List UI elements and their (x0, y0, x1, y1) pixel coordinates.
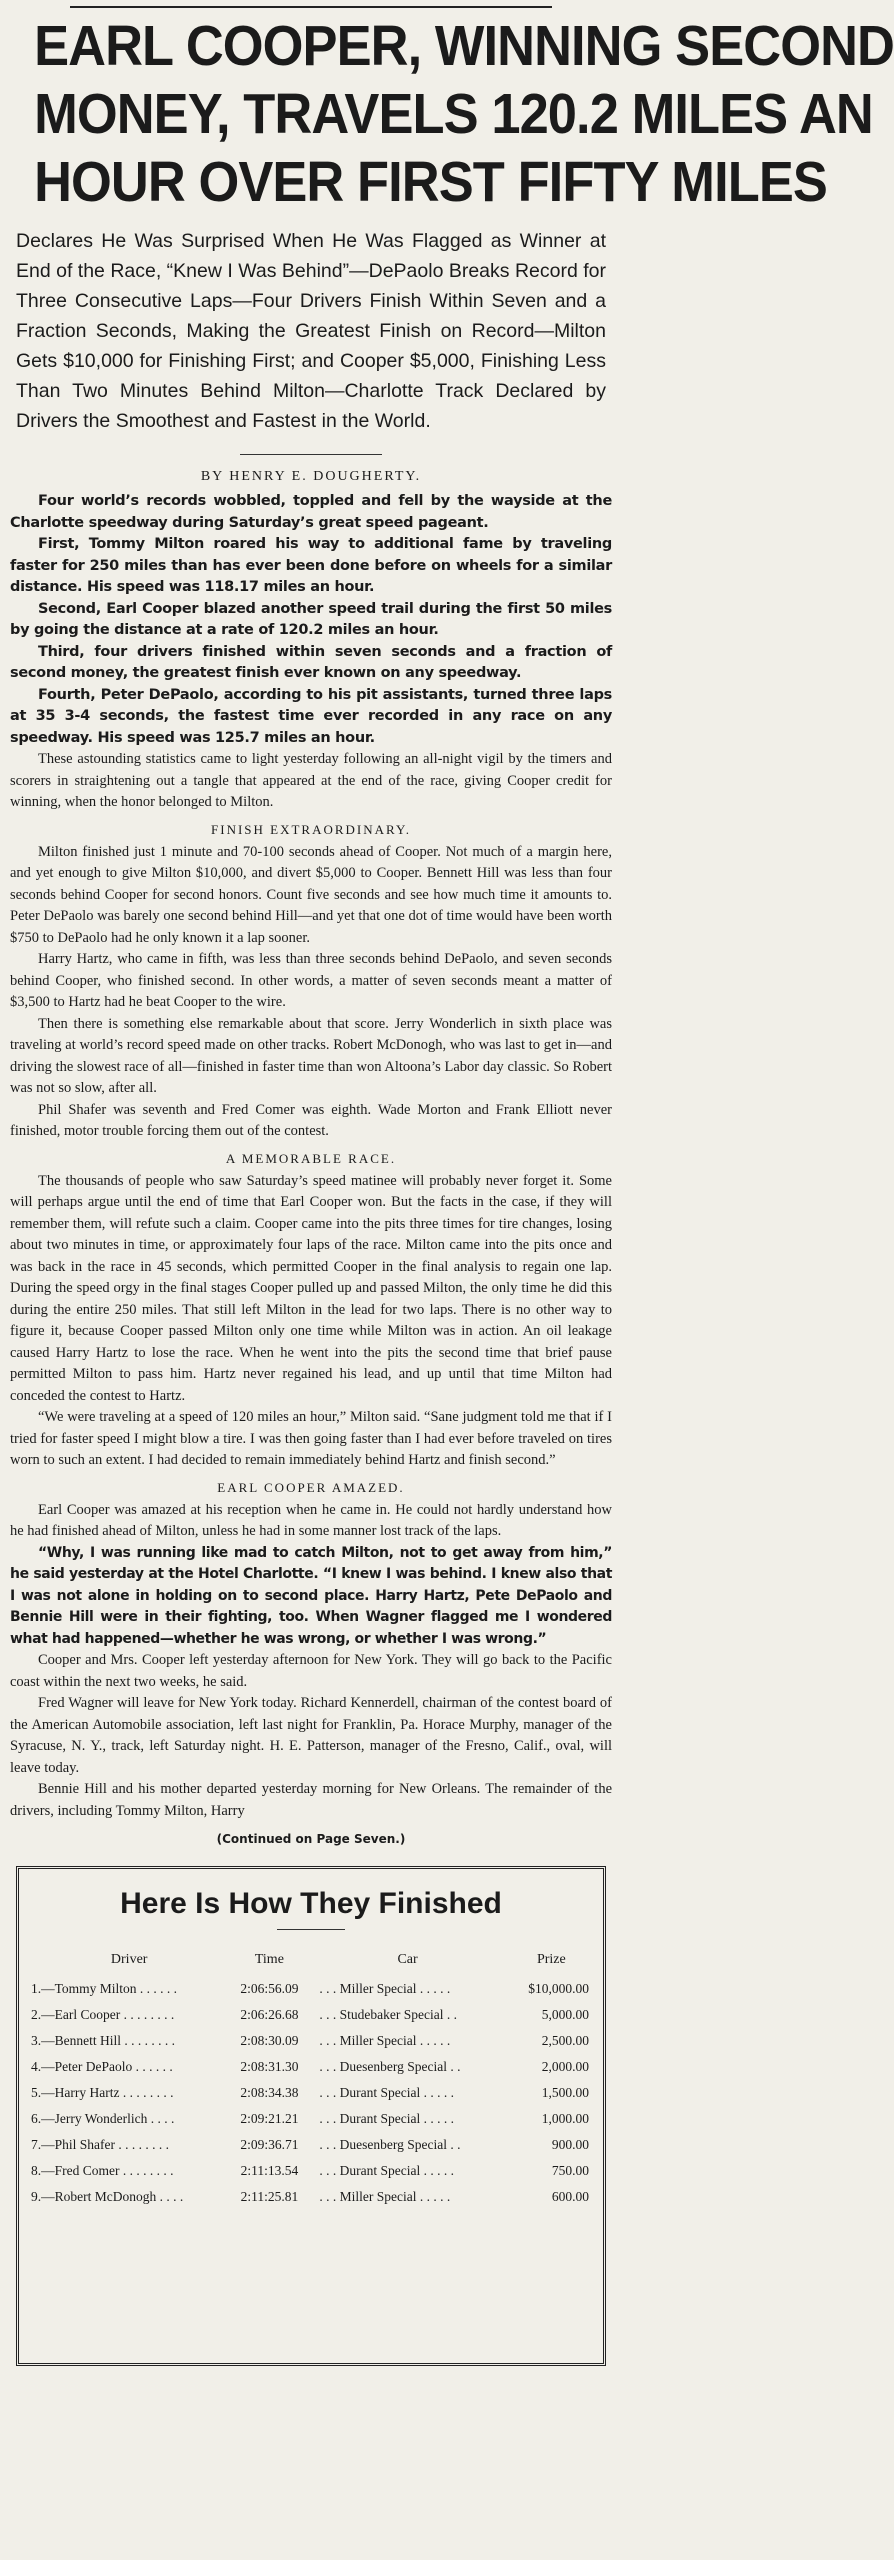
body-paragraph: Milton finished just 1 minute and 70-100 seconds ahead of Cooper. Not much of a margin here, and yet enough to give Milton $10,000, and divert $5,000 to Cooper. Bennett Hill was less than four seconds behind Cooper for second honors. Count five seconds and see how much time it amounts to. Peter DePaolo was barely one second behind Hill—and yet that one dot of time would have been worth $750 to DePaolo had he only known it a lap sooner. (10, 843, 612, 946)
headline (34, 12, 894, 216)
car-cell: . . . Miller Special . . . . . (319, 2189, 451, 2204)
car-cell: . . . Durant Special . . . . . (319, 2085, 455, 2100)
car-cell: . . . Durant Special . . . . . (319, 2163, 455, 2178)
body-paragraph: Fred Wagner will leave for New York today. Richard Kennerdell, chairman of the contest board of the American Automobile association, left last night for Franklin, Pa. Horace Murphy, manager of the Syracuse, N. Y., track, left Saturday night. H. E. Patterson, manager of the Fresno, Calif., oval, will leave today. (10, 1695, 612, 1776)
prize-cell: 1,500.00 (541, 2085, 589, 2100)
car-cell: . . . Durant Special . . . . . (319, 2111, 455, 2126)
prize-cell: 600.00 (551, 2189, 589, 2204)
headline-line-1: EARL COOPER, WINNING SECOND (34, 14, 894, 78)
table-row (27, 2080, 595, 2106)
prize-cell: 2,000.00 (541, 2059, 589, 2074)
table-row (27, 2132, 595, 2158)
intro-paragraph: These astounding statistics came to light yesterday following an all-night vigil by the timers and scorers in straightening out a tangle that appeared at the end of the race, giving Cooper credit for winning, when the honor belonged to Milton. (10, 751, 612, 810)
headline-line-3: HOUR OVER FIRST FIFTY MILES (34, 150, 827, 214)
lead-paragraph: Third, four drivers finished within seven seconds and a fraction of second money, the greatest finish ever known on any speedway. (10, 643, 612, 681)
byline: BY HENRY E. DOUGHERTY. (200, 469, 422, 484)
column-header-time: Time (254, 1952, 284, 1967)
prize-cell: $10,000.00 (528, 1981, 589, 1996)
body-paragraph: Then there is something else remarkable about that score. Jerry Wonderlich in sixth place was traveling at world’s record speed made on other tracks. Robert McDonogh, who was last to get in—and driving the slowest race of all—finished in faster time than won Altoona’s Labor day classic. So Robert was not so slow, after all. (10, 1015, 612, 1096)
results-table (27, 1948, 595, 2210)
results-box (16, 1866, 606, 2366)
car-cell: . . . Duesenberg Special . . (319, 2059, 461, 2074)
column-header-driver: Driver (110, 1952, 148, 1967)
section-heading: A MEMORABLE RACE. (225, 1150, 397, 1166)
body-paragraph: “We were traveling at a speed of 120 miles an hour,” Milton said. “Sane judgment told me that if I tried for faster speed I might blow a tire. I was then going faster than I had ever before traveled on tires worn to such an extent. I had decided to remain immediately behind Hartz and finish second.” (10, 1409, 612, 1468)
column-header-prize: Prize (536, 1952, 566, 1967)
body-paragraph: The thousands of people who saw Saturday’s speed matinee will probably never forget it. Some will perhaps argue until the end of time that Earl Cooper won. But the facts in the case, if they will remember them, will refute such a claim. Cooper came into the pits three times for tire changes, losing about two minutes in time, or approximately four laps of the race. Milton came into the pits once and was back in the race in 45 seconds, which permitted Cooper in the final analysis to regain one lap. During the speed orgy in the final stages Cooper pulled up and passed Milton, the only time he did this during the entire 250 miles. That still left Milton in the lead for two laps. There is no other way to figure it, because Cooper passed Milton only one time while Milton was in action. An oil leakage caused Harry Hartz to lose the race. When he went into the pits the second time that brief pause permitted Milton to pass him. Hartz never regained his lead, and up until that time Milton had conceded the contest to Hartz. (10, 1172, 612, 1404)
table-row (27, 2002, 595, 2028)
article-body (10, 749, 612, 1846)
driver-cell: 4.—Peter DePaolo . . . . . . (31, 2059, 173, 2074)
car-cell: . . . Miller Special . . . . . (319, 1981, 451, 1996)
body-paragraph: Bennie Hill and his mother departed yesterday morning for New Orleans. The remainder of the drivers, including Tommy Milton, Harry (10, 1781, 612, 1819)
prize-cell: 2,500.00 (541, 2033, 589, 2048)
results-title: Here Is How They Finished (120, 1887, 502, 1920)
prize-cell: 900.00 (551, 2137, 589, 2152)
lead-paragraph: Second, Earl Cooper blazed another speed trail during the first 50 miles by going the distance at a rate of 120.2 miles an hour. (10, 600, 612, 638)
deck-divider (240, 454, 382, 455)
driver-cell: 3.—Bennett Hill . . . . . . . . (31, 2033, 175, 2048)
car-cell: . . . Duesenberg Special . . (319, 2137, 461, 2152)
time-cell: 2:06:56.09 (240, 1981, 299, 1996)
time-cell: 2:09:36.71 (240, 2137, 299, 2152)
driver-cell: 1.—Tommy Milton . . . . . . (31, 1981, 178, 1996)
body-paragraph-quote: “Why, I was running like mad to catch Milton, not to get away from him,” he said yesterday at the Hotel Charlotte. “I knew I was behind. I knew also that I was not alone in holding on to second place. Harry Hartz, Pete DePaolo and Bennie Hill were in their fighting, too. When Wagner flagged me I wondered what had happened—whether he was wrong, or whether I was wrong.” (10, 1544, 612, 1647)
time-cell: 2:08:30.09 (240, 2033, 299, 2048)
lead-paragraphs (10, 491, 612, 749)
time-cell: 2:08:34.38 (240, 2085, 299, 2100)
deck: Declares He Was Surprised When He Was Flagged as Winner at End of the Race, “Knew I Was Behind”—DePaolo Breaks Record for Three Consecutive Laps—Four Drivers Finish Within Seven and a Fraction Seconds, Making the Greatest Finish on Record—Milton Gets $10,000 for Finishing First; and Cooper $5,000, Finishing Less Than Two Minutes Behind Milton—Charlotte Track Declared by Drivers the Smoothest and Fastest in the World. (16, 230, 606, 432)
prize-cell: 1,000.00 (541, 2111, 589, 2126)
table-row (27, 2184, 595, 2210)
lead-paragraph: Fourth, Peter DePaolo, according to his pit assistants, turned three laps at 35 3-4 seconds, the fastest time ever recorded in any race on any speedway. His speed was 125.7 miles an hour. (10, 686, 612, 746)
prize-cell: 5,000.00 (541, 2007, 589, 2022)
table-row (27, 1976, 595, 2002)
body-paragraph: Phil Shafer was seventh and Fred Comer was eighth. Wade Morton and Frank Elliott never finished, motor trouble forcing them out of the contest. (10, 1101, 612, 1139)
time-cell: 2:11:13.54 (240, 2163, 299, 2178)
driver-cell: 6.—Jerry Wonderlich . . . . (31, 2111, 175, 2126)
results-header-row (27, 1948, 595, 1976)
table-row (27, 2054, 595, 2080)
driver-cell: 8.—Fred Comer . . . . . . . . (31, 2163, 174, 2178)
continued-notice: (Continued on Page Seven.) (216, 1832, 406, 1846)
driver-cell: 7.—Phil Shafer . . . . . . . . (31, 2137, 169, 2152)
prize-cell: 750.00 (551, 2163, 589, 2178)
lead-paragraph: First, Tommy Milton roared his way to additional fame by traveling faster for 250 miles than has ever been done before on wheels for a similar distance. His speed was 118.17 miles an hour. (10, 536, 612, 595)
column-header-car: Car (397, 1952, 418, 1967)
driver-cell: 2.—Earl Cooper . . . . . . . . (31, 2007, 175, 2022)
body-paragraph: Cooper and Mrs. Cooper left yesterday afternoon for New York. They will go back to the Pacific coast within the next two weeks, he said. (10, 1652, 612, 1690)
driver-cell: 5.—Harry Hartz . . . . . . . . (31, 2085, 174, 2100)
car-cell: . . . Studebaker Special . . (319, 2007, 458, 2022)
time-cell: 2:08:31.30 (240, 2059, 299, 2074)
time-cell: 2:11:25.81 (240, 2189, 299, 2204)
section-heading: FINISH EXTRAORDINARY. (211, 821, 411, 837)
driver-cell: 9.—Robert McDonogh . . . . (31, 2189, 184, 2204)
headline-line-2: MONEY, TRAVELS 120.2 MILES AN (34, 82, 873, 146)
car-cell: . . . Miller Special . . . . . (319, 2033, 451, 2048)
body-paragraph: Earl Cooper was amazed at his reception when he came in. He could not hardly understand how he had finished ahead of Milton, unless he had in some manner lost track of the laps. (10, 1501, 612, 1539)
body-paragraph: Harry Hartz, who came in fifth, was less than three seconds behind DePaolo, and seven seconds behind Cooper, who finished second. In other words, a matter of seven seconds meant a matter of $3,500 to Hartz had he beat Cooper to the wire. (10, 951, 612, 1010)
table-row (27, 2158, 595, 2184)
top-rule (70, 0, 552, 8)
table-row (27, 2106, 595, 2132)
time-cell: 2:09:21.21 (240, 2111, 299, 2126)
results-divider (277, 1929, 345, 1930)
table-row (27, 2028, 595, 2054)
time-cell: 2:06:26.68 (240, 2007, 299, 2022)
lead-paragraph: Four world’s records wobbled, toppled and fell by the wayside at the Charlotte speedway during Saturday’s great speed pageant. (10, 493, 612, 531)
section-heading: EARL COOPER AMAZED. (217, 1479, 405, 1495)
